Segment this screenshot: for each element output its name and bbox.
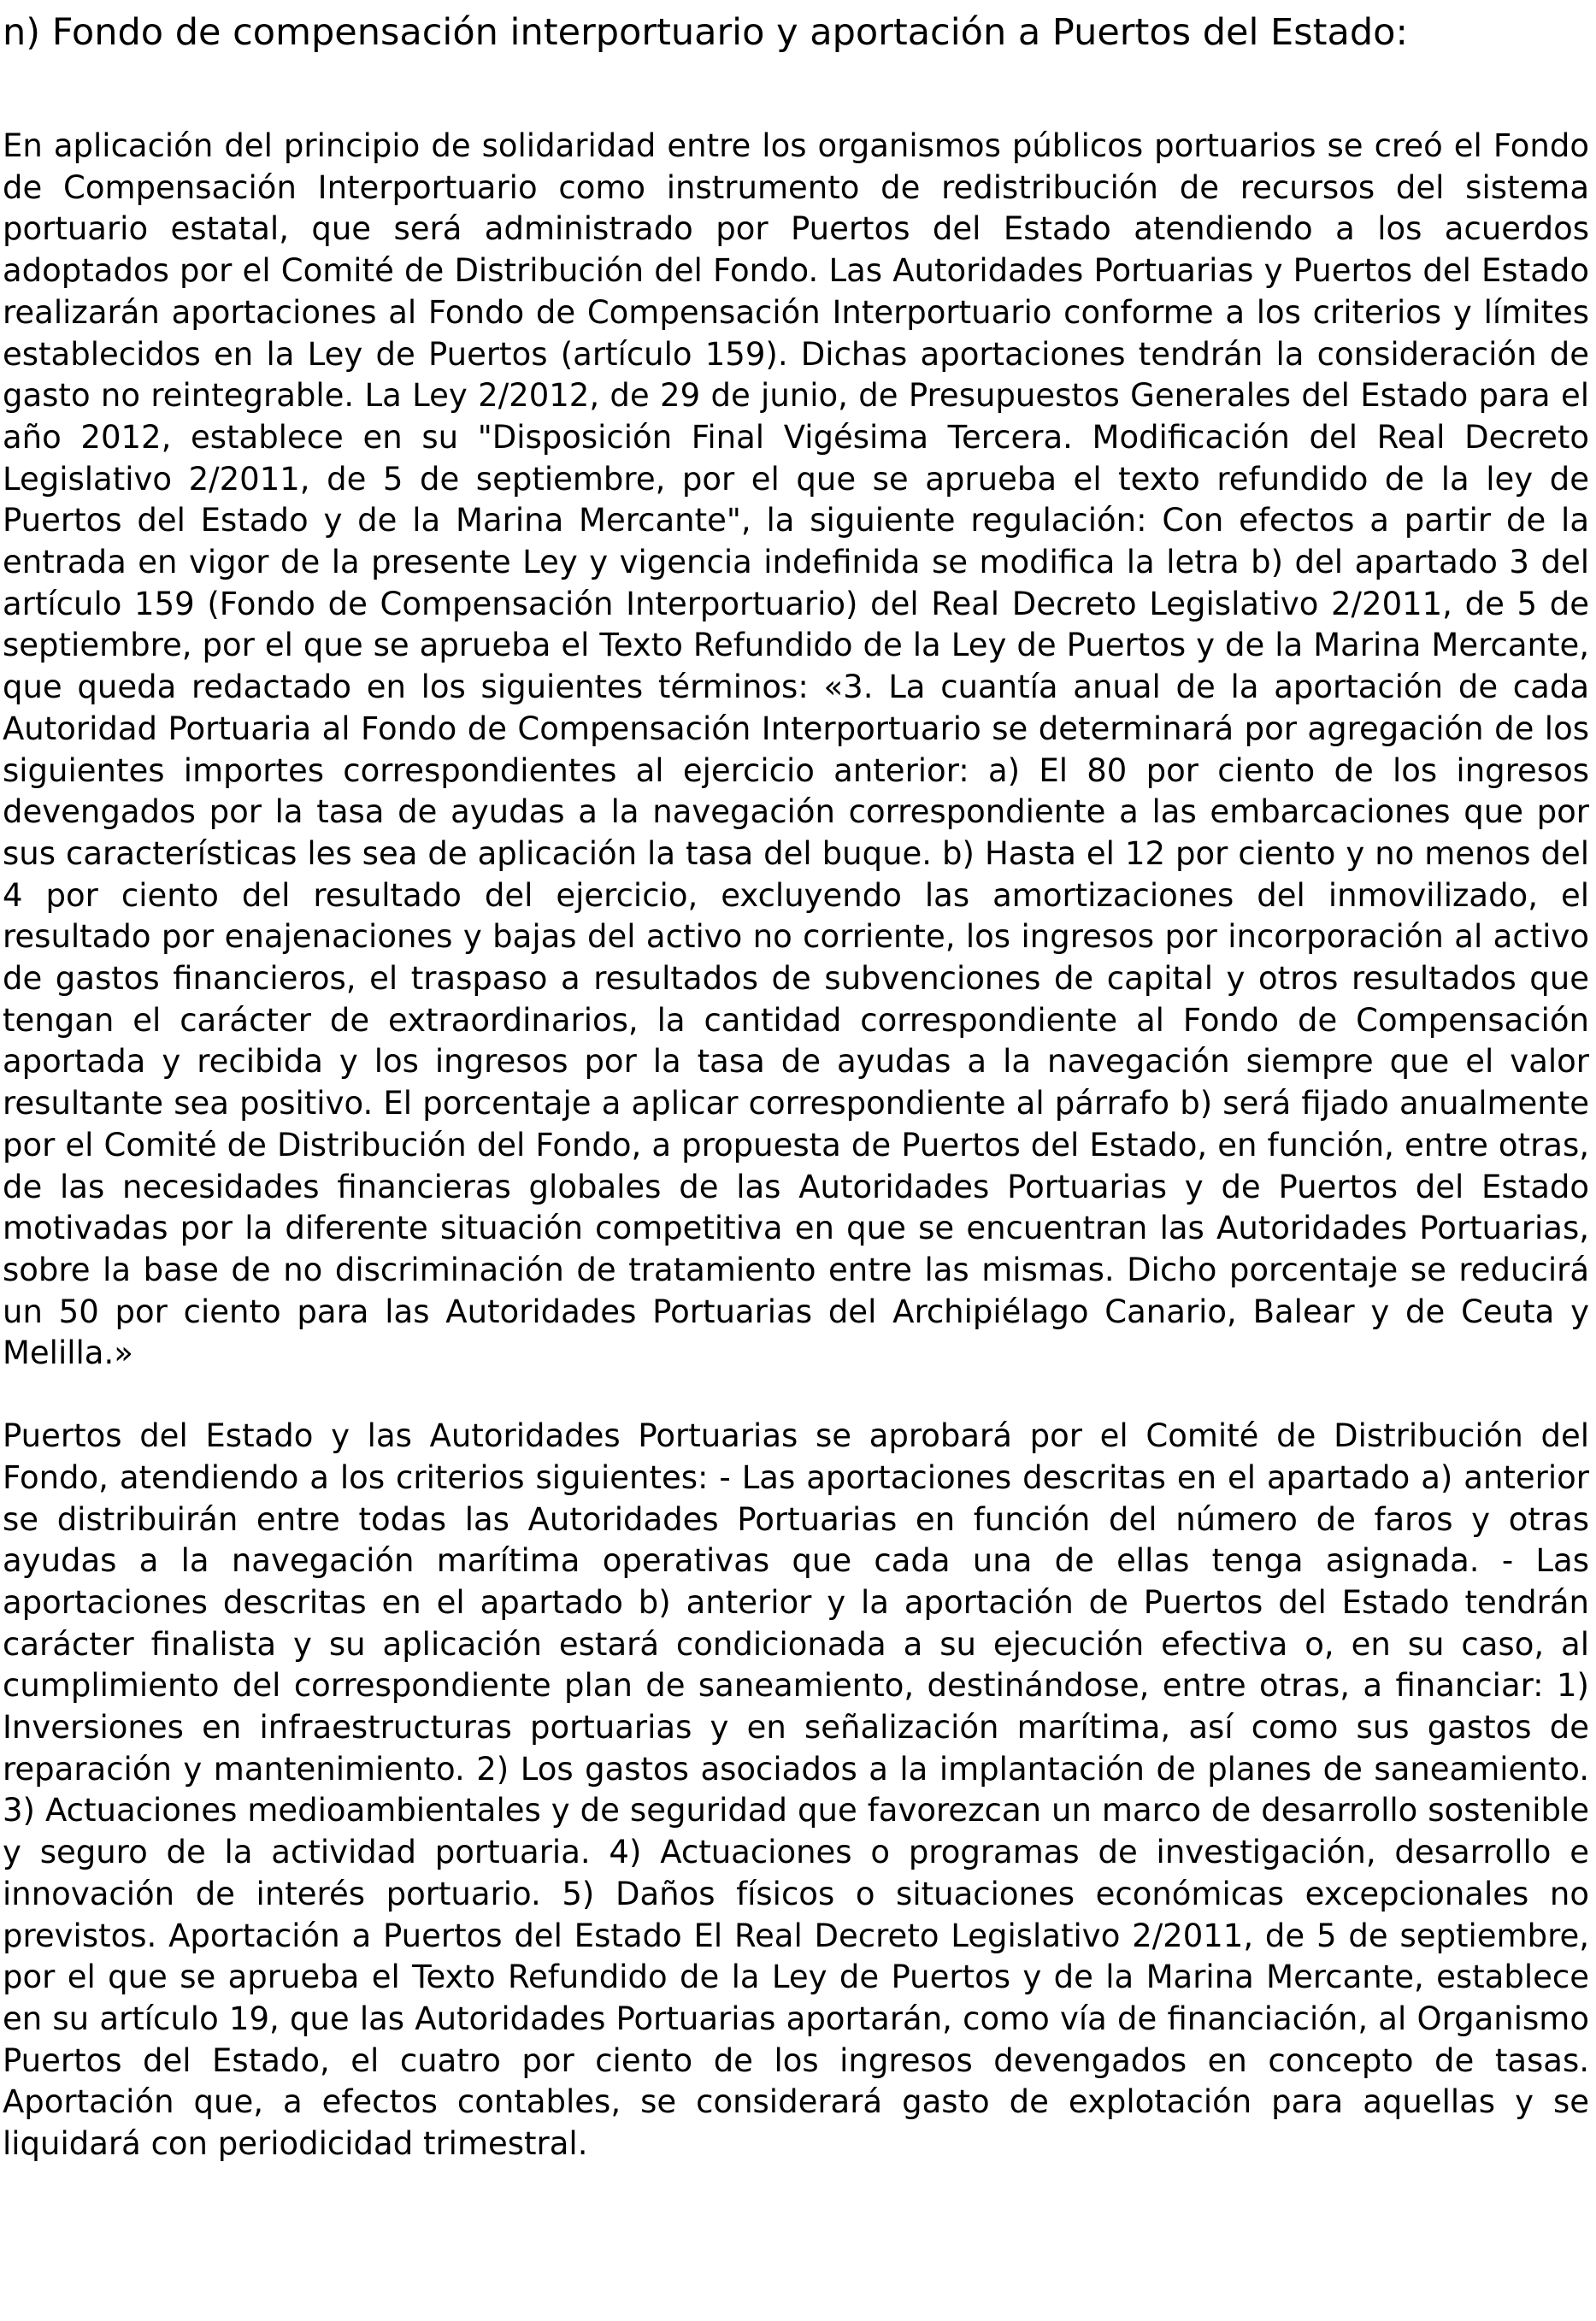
paragraph-distribucion-aportacion: Puertos del Estado y las Autoridades Portuarias se aprobará por el Comité de Distribución del Fondo, atendiendo a los criterios siguientes: - Las aportaciones descritas en el apartado a) anterior se distribuirán entre todas las Autoridades Portuarias en función del número de faros y otras ayudas a la navegación marítima operativas que cada una de ellas tenga asignada. - Las aportaciones descritas en el apartado b) anterior y la aportación de Puertos del Estado tendrán carácter finalista y su aplicación estará condicionada a su ejecución efectiva o, en su caso, al cumplimiento del correspondiente plan de saneamiento, destinándose, entre otras, a financiar: 1) Inversiones en infraestructuras portuarias y en señalización marítima, así como sus gastos de reparación y mantenimiento. 2) Los gastos asociados a la implantación de planes de saneamiento. 3) Actuaciones medioambientales y de seguridad que favorezcan un marco de desarrollo sostenible y seguro de la actividad portuaria. 4) Actuaciones o programas de investigación, desarrollo e innovación de interés portuario. 5) Daños físicos o situaciones económicas excepcionales no previstos. Aportación a Puertos del Estado El Real Decreto Legislativo 2/2011, de 5 de septiembre, por el que se aprueba el Texto Refundido de la Ley de Puertos y de la Marina Mercante, establece en su artículo 19, que las Autoridades Portuarias aportarán, como vía de financiación, al Organismo Puertos del Estado, el cuatro por ciento de los ingresos devengados en concepto de tasas. Aportación que, a efectos contables, se considerará gasto de explotación para aquellas y se liquidará con periodicidad trimestral. [3,1417,1589,2163]
paragraph-fondo-compensacion: En aplicación del principio de solidaridad entre los organismos públicos portuarios se creó el Fondo de Compensación Interportuario como instrumento de redistribución de recursos del sistema portuario estatal, que será administrado por Puertos del Estado atendiendo a los acuerdos adoptados por el Comité de Distribución del Fondo. Las Autoridades Portuarias y Puertos del Estado realizarán aportaciones al Fondo de Compensación Interportuario conforme a los criterios y límites establecidos en la Ley de Puertos (artículo 159). Dichas aportaciones tendrán la consideración de gasto no reintegrable. La Ley 2/2012, de 29 de junio, de Presupuestos Generales del Estado para el año 2012, establece en su "Disposición Final Vigésima Tercera. Modificación del Real Decreto Legislativo 2/2011, de 5 de septiembre, por el que se aprueba el texto refundido de la ley de Puertos del Estado y de la Marina Mercante", la siguiente regulación: Con efectos a partir de la entrada en vigor de la presente Ley y vigencia indefinida se modifica la letra b) del apartado 3 del artículo 159 (Fondo de Compensación Interportuario) del Real Decreto Legislativo 2/2011, de 5 de septiembre, por el que se aprueba el Texto Refundido de la Ley de Puertos y de la Marina Mercante, que queda redactado en los siguientes términos: «3. La cuantía anual de la aportación de cada Autoridad Portuaria al Fondo de Compensación Interportuario se determinará por agregación de los siguientes importes correspondientes al ejercicio anterior: a) El 80 por ciento de los ingresos devengados por la tasa de ayudas a la navegación correspondiente a las embarcaciones que por sus características les sea de aplicación la tasa del buque. b) Hasta el 12 por ciento y no menos del 4 por ciento del resultado del ejercicio, excluyendo las amortizaciones del inmovilizado, el resultado por enajenaciones y bajas del activo no corriente, los ingresos por incorporación al activo de gastos financieros, el traspaso a resultados de subvenciones de capital y otros resultados que tengan el carácter de extraordinarios, la cantidad correspondiente al Fondo de Compensación aportada y recibida y los ingresos por la tasa de ayudas a la navegación siempre que el valor resultante sea positivo. El porcentaje a aplicar correspondiente al párrafo b) será fijado anualmente por el Comité de Distribución del Fondo, a propuesta de Puertos del Estado, en función, entre otras, de las necesidades financieras globales de las Autoridades Portuarias y de Puertos del Estado motivadas por la diferente situación competitiva en que se encuentran las Autoridades Portuarias, sobre la base de no discriminación de tratamiento entre las mismas. Dicho porcentaje se reducirá un 50 por ciento para las Autoridades Portuarias del Archipiélago Canario, Balear y de Ceuta y Melilla.» [3,127,1589,1372]
section-heading: n) Fondo de compensación interportuario y aportación a Puertos del Estado: [3,11,1408,54]
